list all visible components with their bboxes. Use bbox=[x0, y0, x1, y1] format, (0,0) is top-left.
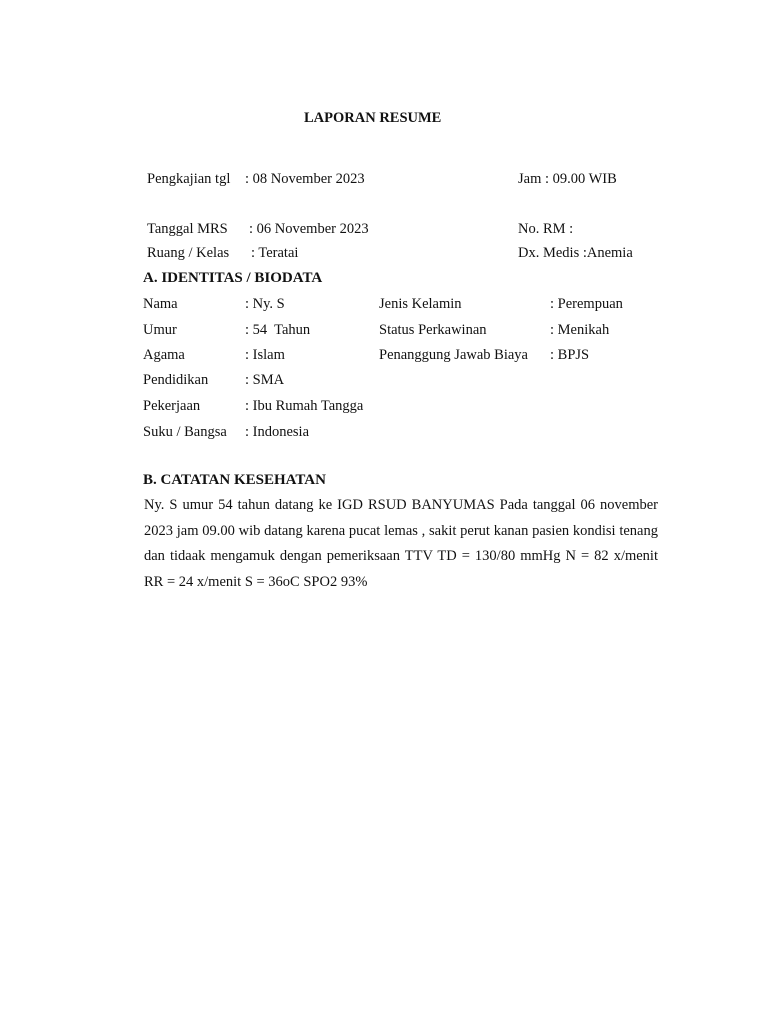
document-title: LAPORAN RESUME bbox=[304, 110, 442, 126]
agama-label: Agama bbox=[143, 347, 185, 363]
catatan-heading: B. CATATAN KESEHATAN bbox=[143, 472, 326, 488]
status-perkawinan-value: : Menikah bbox=[550, 322, 610, 338]
nama-value: : Ny. S bbox=[245, 296, 285, 312]
tanggal-mrs-value: : 06 November 2023 bbox=[249, 221, 369, 237]
ruang-value: : Teratai bbox=[251, 245, 299, 261]
pekerjaan-label: Pekerjaan bbox=[143, 398, 201, 414]
umur-value: : 54 Tahun bbox=[245, 322, 311, 338]
dx-medis-field: Dx. Medis :Anemia bbox=[518, 245, 633, 261]
pekerjaan-value: : Ibu Rumah Tangga bbox=[245, 398, 364, 414]
jenis-kelamin-value: : Perempuan bbox=[550, 296, 623, 312]
no-rm-field: No. RM : bbox=[518, 221, 574, 237]
jenis-kelamin-label: Jenis Kelamin bbox=[379, 296, 462, 312]
jam-field: Jam : 09.00 WIB bbox=[518, 171, 617, 187]
agama-value: : Islam bbox=[245, 347, 285, 363]
umur-label: Umur bbox=[143, 322, 177, 338]
status-perkawinan-label: Status Perkawinan bbox=[379, 322, 487, 338]
penanggung-jawab-label: Penanggung Jawab Biaya bbox=[379, 347, 528, 363]
catatan-paragraph: Ny. S umur 54 tahun datang ke IGD RSUD BANYUMAS Pada tanggal 06 november 2023 jam 09.00 wib datang karena pucat lemas , sakit perut kanan pasien kondisi tenang dan tidaak mengamuk dengan pemeriksaan TTV TD = 130/80 mmHg N = 82 x/menit RR = 24 x/menit S = 36oC SPO2 93% bbox=[144, 497, 658, 590]
identitas-heading: A. IDENTITAS / BIODATA bbox=[143, 270, 323, 286]
ruang-label: Ruang / Kelas bbox=[147, 245, 230, 261]
suku-bangsa-value: : Indonesia bbox=[245, 424, 310, 440]
suku-bangsa-label: Suku / Bangsa bbox=[143, 424, 227, 440]
penanggung-jawab-value: : BPJS bbox=[550, 347, 590, 363]
tanggal-mrs-label: Tanggal MRS bbox=[147, 221, 228, 237]
pengkajian-value: : 08 November 2023 bbox=[245, 171, 365, 187]
nama-label: Nama bbox=[143, 296, 178, 312]
pendidikan-value: : SMA bbox=[245, 372, 285, 388]
pendidikan-label: Pendidikan bbox=[143, 372, 209, 388]
pengkajian-label: Pengkajian tgl bbox=[147, 171, 231, 187]
